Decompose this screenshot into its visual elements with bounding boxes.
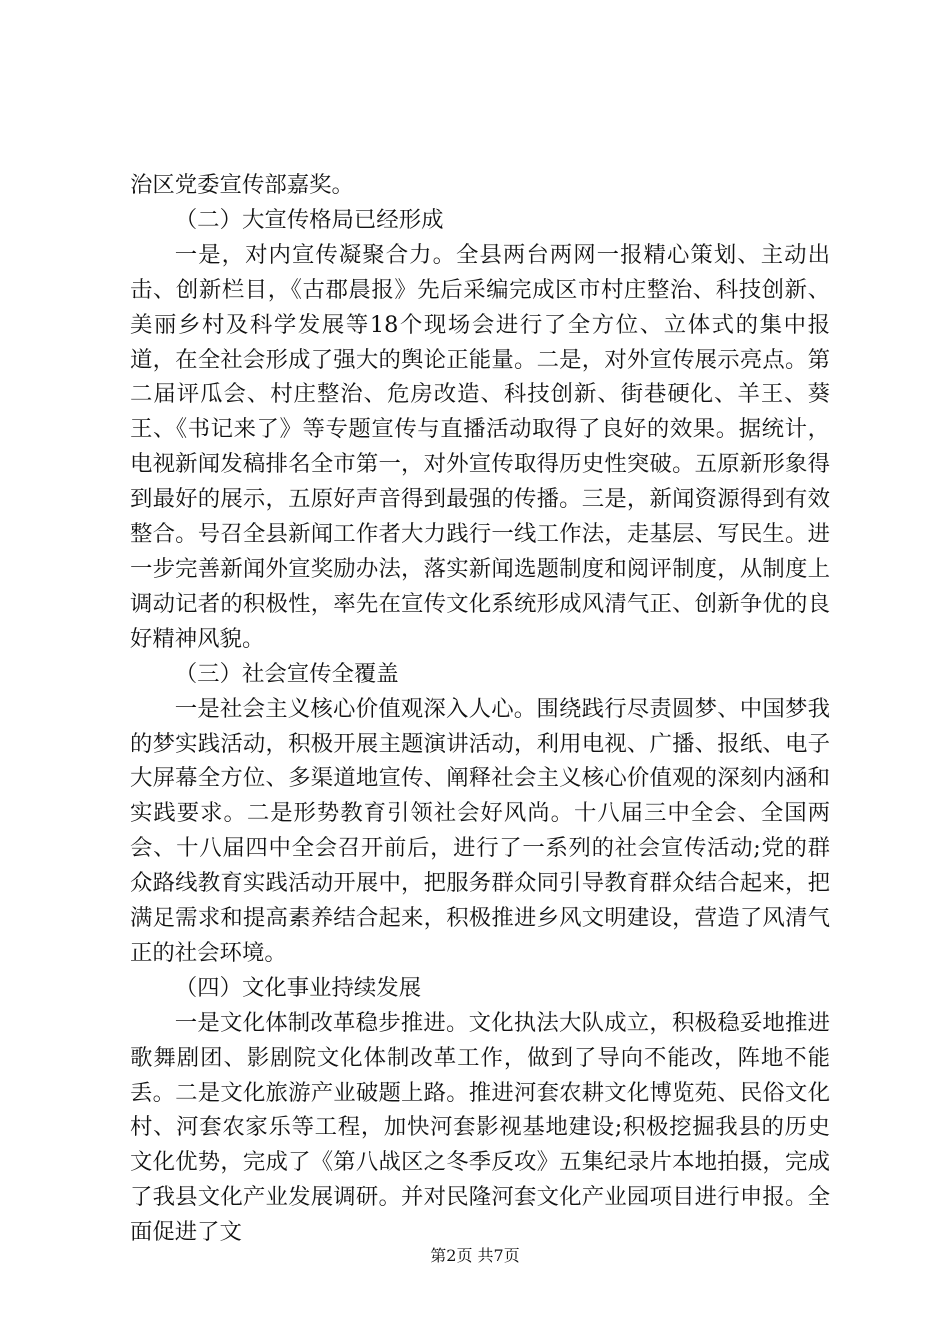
paragraph-propaganda-pattern: 一是，对内宣传凝聚合力。全县两台两网一报精心策划、主动出击、创新栏目，《古郡晨报》先后采编完成区市村庄整治、科技创新、美丽乡村及科学发展等18个现场会进行了全方位、立体式的集中报道，在全社会形成了强大的舆论正能量。二是，对外宣传展示亮点。第二届评瓜会、村庄整治、危房改造、科技创新、街巷硬化、羊王、葵王、《书记来了》等专题宣传与直播活动取得了良好的效果。据统计，电视新闻发稿排名全市第一，对外宣传取得历史性突破。五原新形象得到最好的展示，五原好声音得到最强的传播。三是，新闻资源得到有效整合。号召全县新闻工作者大力践行一线工作法，走基层、写民生。进一步完善新闻外宣奖励办法，落实新闻选题制度和阅评制度，从制度上调动记者的积极性，率先在宣传文化系统形成风清气正、创新争优的良好精神风貌。 [130,241,830,652]
section-heading-3: （三）社会宣传全覆盖 [174,660,399,687]
section-heading-2: （二）大宣传格局已经形成 [174,206,444,233]
page-footer [0,1246,950,1266]
paragraph-cultural-development: 一是文化体制改革稳步推进。文化执法大队成立，积极稳妥地推进歌舞剧团、影剧院文化体制改革工作，做到了导向不能改，阵地不能丢。二是文化旅游产业破题上路。推进河套农耕文化博览苑、民俗文化村、河套农家乐等工程，加快河套影视基地建设;积极挖掘我县的历史文化优势，完成了《第八战区之冬季反攻》五集纪录片本地拍摄，完成了我县文化产业发展调研。并对民隆河套文化产业园项目进行申报。全面促进了文 [130,1009,830,1246]
section-heading-4: （四）文化事业持续发展 [174,974,422,1001]
page-total: 共7页 [477,1246,520,1265]
page-number: 第2页 [430,1246,473,1265]
document-body [130,168,830,1250]
paragraph-continuation: 治区党委宣传部嘉奖。 [130,172,354,198]
paragraph-social-publicity: 一是社会主义核心价值观深入人心。围绕践行尽责圆梦、中国梦我的梦实践活动，积极开展主题演讲活动，利用电视、广播、报纸、电子大屏幕全方位、多渠道地宣传、阐释社会主义核心价值观的深刻内涵和实践要求。二是形势教育引领社会好风尚。十八届三中全会、全国两会、十八届四中全会召开前后，进行了一系列的社会宣传活动;党的群众路线教育实践活动开展中，把服务群众同引导教育群众结合起来，把满足需求和提高素养结合起来，积极推进乡风文明建设，营造了风清气正的社会环境。 [130,695,830,966]
